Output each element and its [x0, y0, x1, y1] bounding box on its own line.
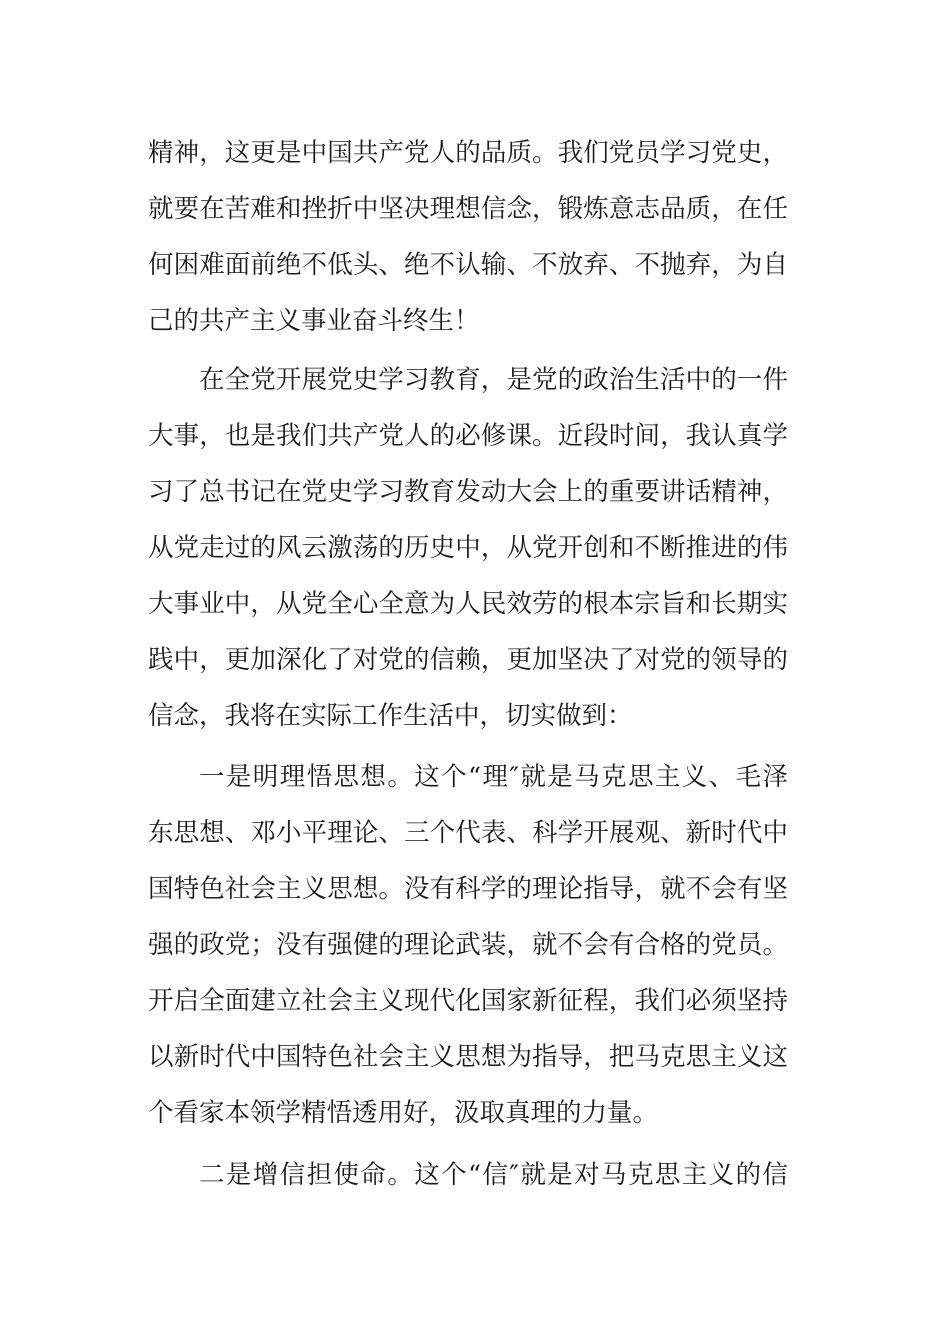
text-line: 国特色社会主义思想。没有科学的理论指导，就不会有坚: [148, 874, 788, 904]
text-line: 大事，也是我们共产党人的必修课。近段时间，我认真学: [148, 421, 788, 451]
paragraph-first-line: 二是增信担使命。这个“信″就是对马克思主义的信: [199, 1160, 788, 1190]
text-line: 个看家本领学精悟透用好，汲取真理的力量。: [148, 1098, 659, 1128]
text-line: 习了总书记在党史学习教育发动大会上的重要讲话精神，: [148, 477, 788, 507]
text-line: 以新时代中国特色社会主义思想为指导，把马克思主义这: [148, 1042, 788, 1072]
text-line: 强的政党；没有强健的理论武装，就不会有合格的党员。: [148, 930, 788, 960]
text-line: 己的共产主义事业奋斗终生！: [148, 306, 480, 336]
text-line: 精神，这更是中国共产党人的品质。我们党员学习党史，: [148, 138, 788, 168]
text-line: 东思想、邓小平理论、三个代表、科学开展观、新时代中: [148, 818, 788, 848]
text-line: 开启全面建立社会主义现代化国家新征程，我们必须坚持: [148, 986, 788, 1016]
text-line: 践中，更加深化了对党的信赖，更加坚决了对党的领导的: [148, 645, 788, 675]
text-line: 从党走过的风云激荡的历史中，从党开创和不断推进的伟: [148, 533, 788, 563]
text-line: 大事业中，从党全心全意为人民效劳的根本宗旨和长期实: [148, 589, 788, 619]
paragraph-first-line: 一是明理悟思想。这个“理″就是马克思主义、毛泽: [199, 762, 788, 792]
paragraph-first-line: 在全党开展党史学习教育，是党的政治生活中的一件: [199, 365, 788, 395]
text-line: 信念，我将在实际工作生活中，切实做到：: [148, 701, 633, 731]
text-line: 就要在苦难和挫折中坚决理想信念，锻炼意志品质，在任: [148, 194, 788, 224]
text-line: 何困难面前绝不低头、绝不认输、不放弃、不抛弃，为自: [148, 250, 788, 280]
